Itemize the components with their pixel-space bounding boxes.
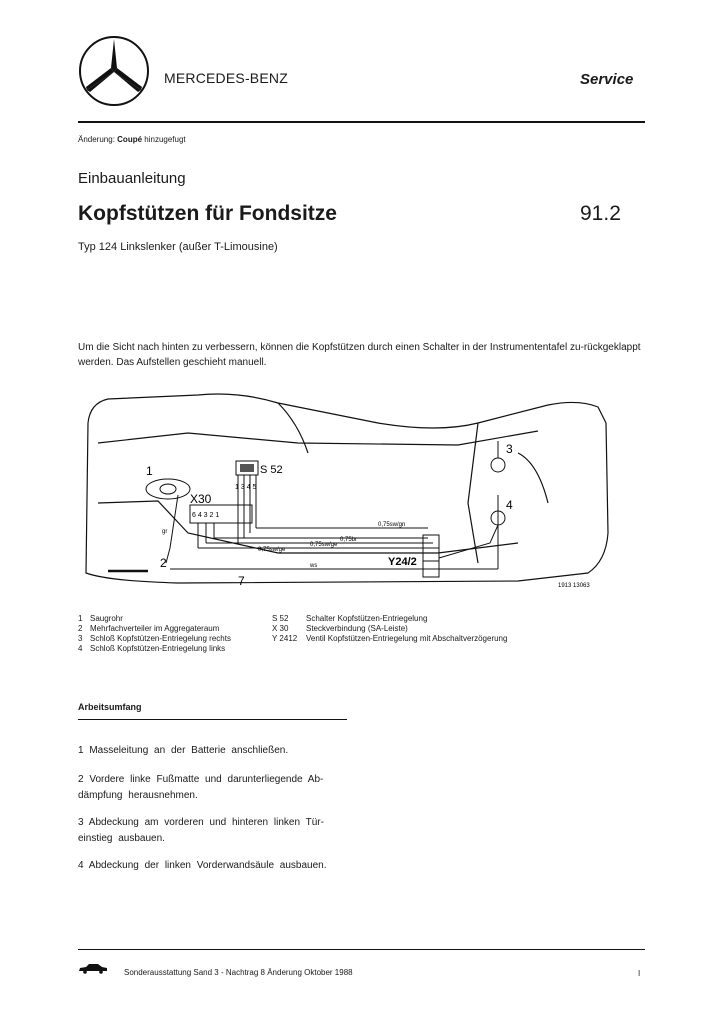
- wire-label-w4: 0,75sw/ge: [258, 547, 286, 553]
- legend-text: Mehrfachverteiler im Aggregateraum: [90, 624, 220, 633]
- change-note-text: hinzugefugt: [144, 135, 186, 144]
- section-divider: [78, 719, 347, 720]
- document-category: Einbauanleitung: [78, 170, 186, 187]
- section-heading: Arbeitsumfang: [78, 702, 142, 712]
- legend-item: [78, 644, 231, 654]
- legend-item: [78, 624, 231, 634]
- footer-text: Sonderausstattung Sand 3 - Nachtrag 8 Änderung Oktober 1988: [124, 968, 353, 977]
- change-note-highlight: Coupé: [117, 135, 143, 144]
- mercedes-star-icon: [78, 35, 150, 107]
- legend-num: 4: [78, 644, 83, 653]
- wire-label-ws: ws: [310, 563, 318, 569]
- car-silhouette-icon: [78, 962, 108, 974]
- legend-num: 3: [78, 634, 83, 643]
- diagram-label-7: 7: [238, 574, 245, 588]
- header-divider: [78, 121, 645, 123]
- page-number: I: [638, 969, 641, 978]
- legend-item: [272, 614, 507, 624]
- intro-paragraph: Um die Sicht nach hinten zu verbessern, können die Kopfstützen durch einen Schalter in der Instrumententafel zu-rückgeklappt werden. Das Aufstellen geschieht manuell.: [78, 342, 641, 368]
- legend-text: Saugrohr: [90, 614, 123, 623]
- legend-item: [78, 634, 231, 644]
- diagram-label-2: 2: [160, 556, 167, 570]
- diagram-label-4: 4: [506, 498, 513, 512]
- legend-text: Ventil Kopfstützen-Entriegelung mit Abschaltverzögerung: [306, 634, 508, 643]
- diagram-label-y24: Y24/2: [388, 556, 417, 568]
- diagram-ref: 1913 13063: [558, 583, 590, 589]
- wire-label-w3: 0,75sw/ge: [310, 542, 338, 548]
- legend-code: S 52: [272, 614, 289, 623]
- wire-label-gr: gr: [162, 529, 168, 535]
- legend-left: [78, 614, 231, 654]
- car-outline: [86, 394, 608, 583]
- page-title: Kopfstützen für Fondsitze: [78, 202, 337, 225]
- legend-text: Schloß Kopfstützen-Entriegelung links: [90, 644, 226, 653]
- document-code: 91.2: [580, 202, 621, 225]
- legend-code: X 30: [272, 624, 289, 633]
- legend-text: Schalter Kopfstützen-Entriegelung: [306, 614, 428, 623]
- legend-item: [272, 634, 507, 644]
- change-note: [78, 135, 186, 144]
- wiring-diagram: [78, 383, 638, 595]
- legend-text: Schloß Kopfstützen-Entriegelung rechts: [90, 634, 231, 643]
- work-step: 2 Vordere linke Fußmatte und darunterliegende Ab-dämpfung herausnehmen.: [78, 774, 324, 801]
- legend-num: 1: [78, 614, 83, 623]
- wire-label-w2: 0,75br: [340, 537, 358, 543]
- legend-right: [272, 614, 507, 644]
- diagram-label-x30: X30: [190, 492, 212, 506]
- brand-name: MERCEDES-BENZ: [164, 70, 288, 86]
- work-step: 3 Abdeckung am vorderen und hinteren linken Tür-einstieg ausbauen.: [78, 817, 324, 844]
- work-step: 4 Abdeckung der linken Vorderwandsäule ausbauen.: [78, 860, 327, 871]
- diagram-label-3: 3: [506, 442, 513, 456]
- wire-label-w1: 0,75sw/gn: [378, 522, 406, 528]
- diagram-label-s52: S 52: [260, 464, 283, 476]
- service-label: Service: [580, 71, 634, 88]
- change-note-label: Änderung:: [78, 135, 115, 144]
- legend-item: [272, 624, 507, 634]
- document-subtitle: Typ 124 Linkslenker (außer T-Limousine): [78, 241, 278, 253]
- legend-num: 2: [78, 624, 83, 633]
- diagram-label-1: 1: [146, 464, 153, 478]
- legend-item: [78, 614, 231, 624]
- footer-divider: [78, 949, 645, 950]
- legend-text: Steckverbindung (SA-Leiste): [306, 624, 408, 633]
- legend-code: Y 2412: [272, 634, 298, 643]
- work-step: 1 Masseleitung an der Batterie anschließen.: [78, 745, 289, 756]
- diagram-pins-s52: 1 3 4 5: [235, 484, 257, 491]
- diagram-pins-x30: 6 4 3 2 1: [192, 512, 220, 519]
